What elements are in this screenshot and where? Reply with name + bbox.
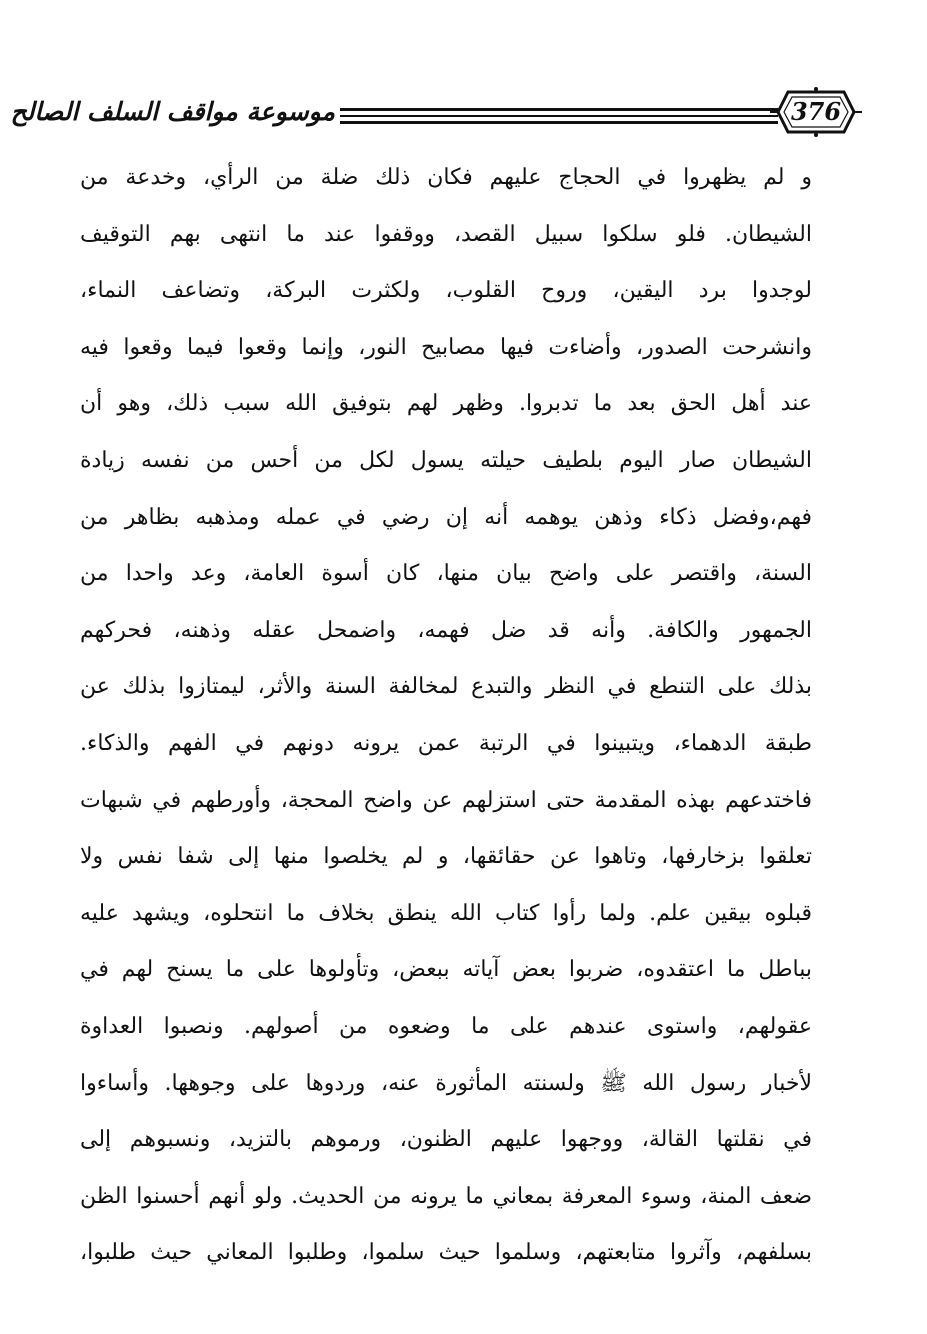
header-rule-top <box>340 108 778 111</box>
text-line: عقولهم، واستوى عندهم على ما وضعوه من أصولهم. ونصبوا العداوة <box>80 1013 812 1039</box>
text-line: لوجدوا برد اليقين، وروح القلوب، ولكثرت البركة، وتضاعف النماء، <box>80 278 812 304</box>
running-header <box>10 78 842 150</box>
running-title: موسوعة مواقف السلف الصالح <box>10 97 335 126</box>
text-line: طبقة الدهماء، ويتبينوا في الرتبة عمن يرونه دونهم في الفهم والذكاء. <box>80 730 812 756</box>
text-line: لأخبار رسول الله ﷺ ولسنته المأثورة عنه، وردوها على وجوهها. وأساءوا <box>80 1070 812 1096</box>
text-line: قبلوه بيقين علم. ولما رأوا كتاب الله ينطق بخلاف ما انتحلوه، ويشهد عليه <box>80 900 812 926</box>
header-rule-bottom <box>340 121 778 124</box>
text-line: السنة، واقتصر على واضح بيان منها، كان أسوة العامة، وعد واحدا من <box>80 561 812 587</box>
text-line: فهم،وفضل ذكاء وذهن يوهمه أنه إن رضي في عمله ومذهبه بظاهر من <box>80 504 812 530</box>
body-text <box>80 150 812 1282</box>
text-line: بباطل ما اعتقدوه، ضربوا بعض آياته ببعض، وتأولوها على ما يسنح لهم في <box>80 957 812 983</box>
text-line: تعلقوا بزخارفها، وتاهوا عن حقائقها، و لم يخلصوا منها إلى شفا نفس ولا <box>80 844 812 870</box>
text-line: الشيطان صار اليوم بلطيف حيلته يسول لكل من أحس من نفسه زيادة <box>80 447 812 473</box>
header-rule-middle <box>340 115 778 117</box>
page-number-badge <box>768 84 864 140</box>
text-line: و لم يظهروا في الحجاج عليهم فكان ذلك ضلة من الرأي، وخدعة من <box>80 165 812 190</box>
text-line: وانشرحت الصدور، وأضاءت فيها مصابيح النور، وإنما وقعوا فيما وقعوا فيه <box>80 334 812 360</box>
page-number: 376 <box>790 97 842 126</box>
text-line: في نقلتها القالة، ووجهوا عليهم الظنون، ورموهم بالتزيد، ونسبوهم إلى <box>80 1127 812 1153</box>
text-line: بسلفهم، وآثروا متابعتهم، وسلموا حيث سلموا، وطلبوا المعاني حيث طلبوا، <box>80 1240 812 1266</box>
text-line: ضعف المنة، وسوء المعرفة بمعاني ما يرونه من الحديث. ولو أنهم أحسنوا الظن <box>80 1183 812 1209</box>
text-line: الشيطان. فلو سلكوا سبيل القصد، ووقفوا عند ما انتهى بهم التوقيف <box>80 221 812 247</box>
text-line: الجمهور والكافة. وأنه قد ضل فهمه، واضمحل عقله وذهنه، فحركهم <box>80 617 812 643</box>
text-line: عند أهل الحق بعد ما تدبروا. وظهر لهم بتوفيق الله سبب ذلك، وهو أن <box>80 391 812 417</box>
text-line: بذلك على التنطع في النظر والتبدع لمخالفة السنة والأثر، ليمتازوا بذلك عن <box>80 674 812 700</box>
text-line: فاختدعهم بهذه المقدمة حتى استزلهم عن واضح المحجة، وأورطهم في شبهات <box>80 787 812 813</box>
